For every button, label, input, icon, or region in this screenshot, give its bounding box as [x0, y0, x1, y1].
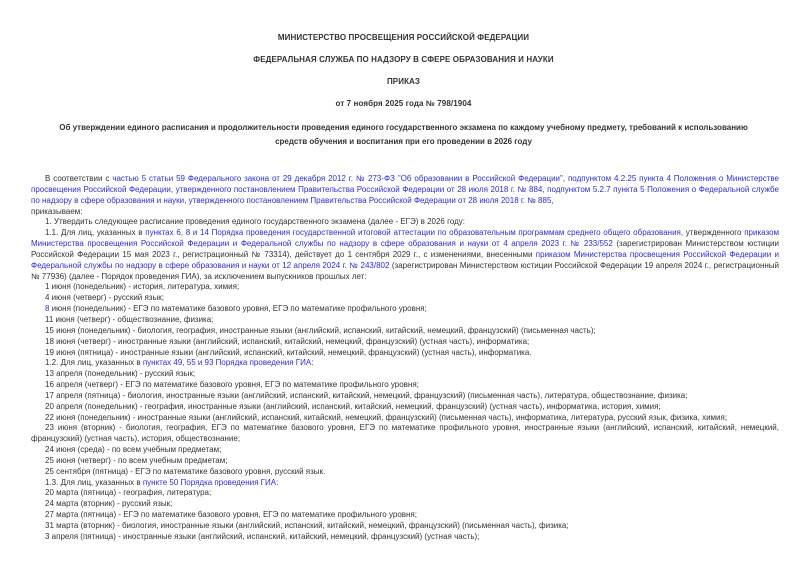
doc-title: Об утверждении единого расписания и продолжительности проведения единого государственного экзамена по каждому учебному предмету, требований к использованию средств обучения и воспитания при его проведении в 2026 году [59, 123, 748, 146]
text-run: В соответствии с [45, 174, 113, 183]
document-link[interactable]: приказом Министерства просвещения Российской Федерации и Федеральной службы по надзору в сфере образования и науки от 4 апреля 2023 г. № 233/552 [31, 228, 779, 249]
text-run: 4 июня (четверг) - русский язык; [45, 293, 164, 303]
text-run: : [276, 477, 279, 487]
text-run: 19 июня (пятница) - иностранные языки (английский, испанский, китайский, немецкий, французский) (устная часть), информатика. [45, 347, 532, 357]
text-run: утвержденного [683, 228, 745, 238]
schedule-line [31, 532, 779, 543]
text-run: 23 июня (вторник) - биология, география, ЕГЭ по математике базового уровня, ЕГЭ по математике профильного уровня, иностранные языки (английский, испанский, китайский, немецкий, французский) (устная часть), история, обществознание; [31, 423, 779, 444]
item-1-1 [31, 228, 779, 282]
document-link[interactable]: частью 5 статьи 59 Федерального закона от 29 декабря 2012 г. № 273-ФЗ "Об образовании в Российской Федерации", подпунктом 4.2.25 пункта 4 Положения о Министерстве просвещения Российской Федерации, утвержденного постановлением Правительства Российской Федерации от 28 июля 2018 г. № 884, подпунктом 5.2.7 пункта 5 Положения о Федеральной службе по надзору в сфере образования и науки, утвержденного постановлением Правительства Российской Федерации от 28 июля 2018 г. № 885, [31, 174, 779, 205]
text-run: 13 апреля (понедельник) - русский язык; [45, 369, 196, 379]
item-1 [31, 217, 779, 228]
text-run: 25 сентября (пятница) - ЕГЭ по математике базового уровня, русский язык. [45, 466, 326, 476]
text-run: 24 марта (вторник) - русский язык; [45, 499, 173, 509]
doc-date-number: от 7 ноября 2025 года № 798/1904 [335, 99, 472, 108]
text-run: : [311, 358, 314, 368]
text-run: 25 июня (четверг) - по всем учебным предметам; [45, 455, 228, 465]
text-run: 1.1. Для лиц, указанных в [45, 228, 146, 238]
text-run: 11 июня (четверг) - обществознание, физика; [45, 314, 214, 324]
text-run: 20 апреля (понедельник) - география, иностранные языки (английский, испанский, китайский, немецкий, французский) (устная часть), информатика, история, химия; [45, 401, 661, 411]
text-run: 15 июня (понедельник) - биология, география, иностранные языки (английский, испанский, китайский, немецкий, французский) (письменная часть); [45, 325, 596, 335]
document-header [0, 0, 807, 148]
text-run: 1.3. Для лиц, указанных в [45, 477, 143, 487]
document-link[interactable]: 8 [45, 304, 50, 314]
schedule-line [31, 521, 779, 532]
schedule-line [31, 380, 779, 391]
item-1-3 [31, 478, 779, 489]
schedule-line [31, 402, 779, 413]
prikazyvaem-line [31, 207, 779, 218]
text-run: (зарегистрирован Министерством юстиции Российской Федерации 19 апреля 2024 г., регистрационный № 77936) (далее - Порядок проведения ГИА), за исключением выпускников прошлых лет: [31, 260, 779, 281]
text-run: 18 июня (четверг) - иностранные языки (английский, испанский, китайский, немецкий, французский) (устная часть), информатика; [45, 336, 530, 346]
schedule-line [31, 510, 779, 521]
text-run: 20 марта (пятница) - география, литература; [45, 488, 212, 498]
ministry-name: МИНИСТЕРСТВО ПРОСВЕЩЕНИЯ РОССИЙСКОЙ ФЕДЕРАЦИИ [277, 33, 530, 42]
intro-paragraph [31, 174, 779, 207]
text-run: (зарегистрирован Министерством юстиции Российской Федерации 15 мая 2023 г., регистрационный № 73314), действует до 1 сентября 2029 г., с изменениями, внесенными [31, 239, 779, 259]
item-1-2 [31, 358, 779, 369]
text-run: июня (понедельник) - ЕГЭ по математике базового уровня, ЕГЭ по математике профильного уровня; [49, 304, 427, 314]
text-run: 16 апреля (четверг) - ЕГЭ по математике базового уровня, ЕГЭ по математике профильного уровня; [45, 380, 419, 390]
schedule-line [31, 293, 779, 304]
text-run: 17 апреля (пятница) - биология, иностранные языки (английский, испанский, китайский, немецкий, французский) (письменная часть), литература, обществознание, физика; [45, 390, 688, 400]
doc-type-label: ПРИКАЗ [386, 77, 421, 86]
document-link[interactable]: приказом Министерства просвещения Российской Федерации и Федеральной службы по надзору в сфере образования и науки от 12 апреля 2024 г. № 243/802 [31, 249, 779, 270]
text-run: 3 апреля (пятница) - иностранные языки (английский, испанский, китайский, немецкий, французский) (устная часть); [45, 531, 480, 541]
schedule-line [31, 326, 779, 337]
text-run: 27 марта (пятница) - ЕГЭ по математике базового уровня, ЕГЭ по математике профильного уровня; [45, 510, 417, 520]
text-run: 24 июня (среда) - по всем учебным предметам; [45, 445, 222, 455]
document-link[interactable]: пунктах 6, 8 и 14 Порядка проведения государственной итоговой аттестации по образовательным программам среднего общего образования, [145, 228, 684, 238]
schedule-line [31, 499, 779, 510]
schedule-line [31, 337, 779, 348]
text-run: 31 марта (вторник) - биология, иностранные языки (английский, испанский, китайский, немецкий, французский) (письменная часть), физика; [45, 521, 569, 530]
schedule-line [31, 488, 779, 499]
text-run: приказываем: [31, 206, 83, 216]
schedule-line [31, 304, 779, 315]
schedule-line [31, 445, 779, 456]
text-run: 1.2. Для лиц, указанных в [45, 358, 143, 368]
agency-name: ФЕДЕРАЛЬНАЯ СЛУЖБА ПО НАДЗОРУ В СФЕРЕ ОБРАЗОВАНИЯ И НАУКИ [253, 55, 554, 64]
text-run: 1 июня (понедельник) - история, литература, химия; [45, 282, 240, 292]
schedule-line [31, 315, 779, 326]
text-run: 1. Утвердить следующее расписание проведения единого государственного экзамена (далее - ЕГЭ) в 2026 году: [45, 217, 466, 227]
document-link[interactable]: пункте 50 Порядка проведения ГИА [142, 477, 277, 487]
schedule-line [31, 456, 779, 467]
schedule-line [31, 369, 779, 380]
schedule-line [31, 413, 779, 424]
document-body [31, 174, 779, 543]
schedule-line [31, 282, 779, 293]
schedule-line [31, 391, 779, 402]
schedule-line [31, 348, 779, 359]
schedule-line [31, 467, 779, 478]
text-run: 22 июня (понедельник) - иностранные языки (английский, испанский, китайский, немецкий, французский) (письменная часть), информатика, литература, русский язык, физика, химия; [45, 412, 728, 422]
document-link[interactable]: пунктах 49, 55 и 93 Порядка проведения ГИА [142, 358, 312, 368]
schedule-line [31, 423, 779, 445]
